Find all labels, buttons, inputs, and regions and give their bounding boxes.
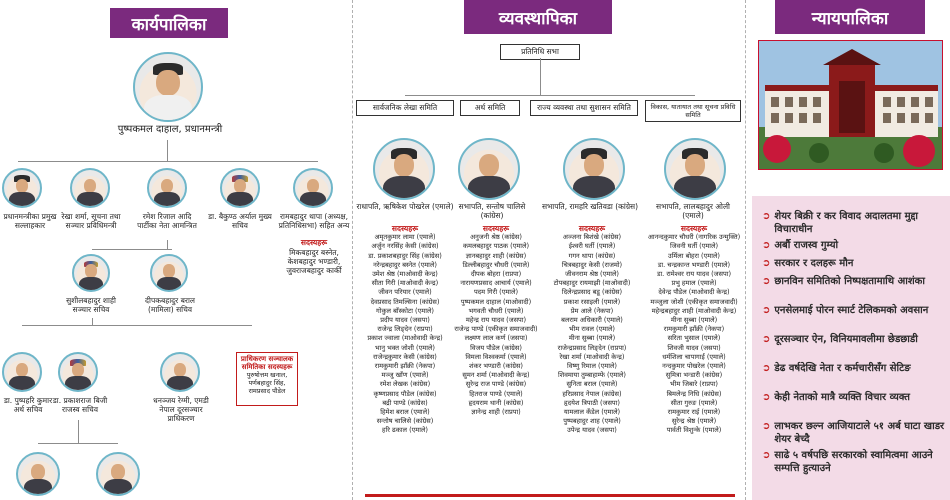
member-name: मीना सुब्बा (एमाले): [670, 316, 718, 325]
member-name: प्रकाश ज्वाला (माओवादी केन्द्र): [367, 334, 443, 343]
member-name: प्रदीप यादव (जसपा): [380, 316, 430, 325]
official-portrait: [150, 254, 188, 292]
member-name: बद्री पाण्डे (कांग्रेस): [382, 398, 428, 407]
member-name: कृष्णप्रसाद पौडेल (कांग्रेस): [373, 389, 437, 398]
member-name: नारायणप्रसाद आचार्य (एमाले): [460, 279, 532, 288]
official-name: डा. प्रकाशराज बिजी राजस्व सचिव: [52, 396, 108, 414]
member-name: ज्ञानबहादुर शाही (कांग्रेस): [465, 251, 527, 260]
news-text: सरकार र दलहरू मौन: [774, 258, 854, 269]
official-portrait: [72, 254, 110, 292]
news-item: [762, 239, 947, 252]
chair-name: सभापति, रामहरि खतिवडा (कांग्रेस): [541, 202, 639, 211]
committee-state-affairs: राज्य व्यवस्था तथा सुशासन समिति: [530, 100, 638, 116]
connector: [18, 161, 318, 162]
member-name: पदम गिरी (एमाले): [473, 288, 519, 297]
member-name: शिवजी यादव (जसपा): [667, 343, 721, 352]
house-box: प्रतिनिधि सभा: [500, 44, 580, 60]
arrow-bullet-icon: ➲: [762, 450, 771, 461]
connector: [405, 95, 695, 96]
committee-finance: अर्थ समिति: [460, 100, 520, 116]
member-name: लक्ष्मण लाल कर्ण (जसपा): [464, 334, 528, 343]
member-name: हृदयराम थानी (कांग्रेस): [468, 398, 524, 407]
news-item: [762, 257, 947, 270]
member-name: भगवती चौधरी (एमाले): [468, 306, 524, 315]
member-name: भानु भक्त जोशी (एमाले): [375, 343, 435, 352]
member-name: राजेन्द्रकुमार केसी (कांग्रेस): [373, 352, 437, 361]
members-column: [454, 224, 538, 417]
official-portrait: [2, 168, 42, 208]
committee-pac: सार्वजनिक लेखा समिति: [356, 100, 454, 116]
official-name: रामबहादुर थापा (अध्यक्ष, प्रतिनिधिसभा) सहित अन्य: [278, 212, 350, 230]
member-name: बिमलेन्द्र निधि (कांग्रेस): [666, 389, 722, 398]
member-name: प्रेम आले (नेकपा): [570, 306, 614, 315]
section-divider: [745, 0, 746, 500]
news-item: [762, 362, 947, 375]
section-divider: [352, 0, 353, 500]
arrow-bullet-icon: ➲: [762, 334, 771, 345]
member-name: गगन थापा (कांग्रेस): [568, 251, 616, 260]
member-name: रेखा शर्मा (माओवादी केन्द्र): [559, 352, 625, 361]
member-name: नन्दकुमार पोखरेल (एमाले): [662, 362, 726, 371]
official-name: रमेश रिजाल आदि पार्टीका नेता आमन्त्रित: [137, 212, 197, 230]
member-name: हृदयेश त्रिपाठी (जसपा): [564, 398, 620, 407]
members-label: सदस्यहरू: [391, 224, 419, 233]
member-name: ईश्वरी घर्ती (एमाले): [568, 242, 616, 251]
member-name: भीम रावल (एमाले): [569, 325, 615, 334]
member-name: सुमित्रा भन्डारी (कांग्रेस): [665, 371, 723, 380]
member-name: सीता गुरुङ (एमाले): [670, 398, 718, 407]
official-name: दीपकबहादुर बराल (मामिला) सचिव: [145, 296, 195, 314]
member-name: उर्मिला बोहरा (एमाले): [668, 251, 720, 260]
member-name: मञ्जुला जोशी (एकीकृत समाजवादी): [650, 297, 738, 306]
news-item: [762, 275, 947, 288]
member-name: देवेन्द्र पौडेल (माओवादी केन्द्र): [658, 288, 730, 297]
member-name: डा. रामेश्वर राय यादव (जसपा): [656, 270, 732, 279]
member-name: सुरेन्द्र राज पाण्डे (कांग्रेस): [465, 380, 527, 389]
member-name: गोकुल बाँस्कोटा (एमाले): [376, 306, 434, 315]
member-name: शिवमाया तुम्बाहाम्फे (एमाले): [558, 371, 626, 380]
committee-development: विकास, यातायात तथा सूचना प्रविधि समिति: [645, 100, 741, 122]
supreme-court-image: [758, 40, 943, 170]
connector: [22, 325, 252, 326]
official-portrait: [220, 168, 260, 208]
news-text: दूरसञ्चार ऐन, विनियमावलीमा छेडछाडी: [774, 334, 918, 345]
member-name: रामकुमारी झाँक्री (नेकपा): [663, 325, 725, 334]
member-name: हितराज पाण्डे (एमाले): [469, 389, 523, 398]
member-name: राजेन्द्र लिङ्देन (राप्रपा): [377, 325, 433, 334]
member-name: अनुजनी श्रेष्ठ (कांग्रेस): [470, 233, 522, 242]
official-portrait: [58, 352, 98, 392]
news-panel: [752, 196, 950, 500]
member-name: हरि ढकाल (एमाले): [382, 426, 428, 435]
member-name: दिलेन्द्रप्रसाद बडू (कांग्रेस): [561, 288, 623, 297]
arrow-bullet-icon: ➲: [762, 276, 771, 287]
member-name: प्रभु हमाल (एमाले): [671, 279, 717, 288]
member-name: रामकुमारी झाँक्री (नेकपा): [374, 362, 436, 371]
member-name: रामकुमार राई (एमाले): [667, 408, 721, 417]
member-name: मीना सुब्बा (एमाले): [568, 334, 616, 343]
member-name: विष्णु रिमाल (एमाले): [567, 362, 617, 371]
member-name: राजेन्द्रप्रसाद लिङ्देन (राप्रपा): [557, 343, 627, 352]
chair-name: सभापति, लालबहादुर ओली (एमाले): [656, 202, 730, 220]
news-text: लाभकर छल्न आजियाटाले ५१ अर्ब घाटा खाडर शेयर बेच्दै: [774, 421, 945, 445]
member-name: राजेन्द्र पाण्डे (एकीकृत समाजवादी): [454, 325, 538, 334]
chair-portrait: [458, 138, 520, 200]
arrow-bullet-icon: ➲: [762, 392, 771, 403]
member-name: शंकर भण्डारी (कांग्रेस): [469, 362, 523, 371]
nyayapalika-title: न्यायपालिका: [775, 0, 925, 34]
official-name: सुशीलबहादुर शाही सञ्चार सचिव: [66, 296, 116, 314]
member-name: विमला विश्वकर्मा (एमाले): [465, 352, 527, 361]
member-name: महेन्द्र राय यादव (जसपा): [465, 316, 527, 325]
member-name: कमलबहादुर पाठक (एमाले): [462, 242, 530, 251]
member-name: डिल्लीबहादुर चौधरी (एमाले): [462, 260, 530, 269]
members-list: मिकबहादुर बस्नेत, केशबहादुर भण्डारी, जुवराजबहादुर कार्की: [286, 248, 342, 275]
committee-box-text: पुरुषोत्तम खनाल, पर्णबहादुर सिंह, रामप्रसाद पौडेल: [246, 371, 288, 395]
supreme-court-building: [759, 41, 943, 170]
member-name: दीपक बोहरा (राप्रपा): [470, 270, 522, 279]
official-portrait: [2, 352, 42, 392]
member-name: टोपबहादुर रायमाझी (माओवादी): [553, 279, 631, 288]
connector: [167, 140, 168, 162]
news-text: छानविन समितिको निष्पक्षतामाथि आशंका: [774, 276, 925, 287]
member-name: महेन्द्रबहादुर शाही (माओवादी केन्द्र): [651, 306, 737, 315]
connector: [92, 249, 172, 250]
chair-portrait: [664, 138, 726, 200]
official-portrait: [293, 168, 333, 208]
chair-name: सभापति, सन्तोष चालिसे (कांग्रेस): [458, 202, 526, 220]
news-text: एनसेलमाई पोरन स्मार्ट टेलिकमको अवसान: [774, 305, 929, 316]
official-portrait: [16, 452, 60, 496]
official-portrait: [70, 168, 110, 208]
committee-box-title: प्राधिकरण सञ्चालक समितिका सदस्यहरू: [240, 355, 294, 371]
official-portrait: [96, 452, 140, 496]
member-name: भीम जिबारे (राप्रपा): [669, 380, 718, 389]
member-name: अञ्जना बिशंखे (कांग्रेस): [562, 233, 622, 242]
member-name: रमेश लेखक (कांग्रेस): [379, 380, 431, 389]
member-name: अमृतकुमार लामा (एमाले): [374, 233, 436, 242]
member-name: आनन्दकुमार चौधरी (नागरिक उन्मुक्ति): [647, 233, 741, 242]
member-name: अर्जुन नरसिंह केसी (कांग्रेस): [371, 242, 439, 251]
members-label: सदस्यहरू: [680, 224, 708, 233]
member-name: जीवनराम श्रेष्ठ (एमाले): [565, 270, 619, 279]
chair-portrait: [373, 138, 435, 200]
official-name: डा. बैकुण्ठ अर्याल मुख्य सचिव: [208, 212, 272, 230]
arrow-bullet-icon: ➲: [762, 363, 771, 374]
pm-name: पुष्पकमल दाहाल, प्रधानमन्त्री: [117, 124, 223, 135]
member-name: पुष्पबहादुर शाह (एमाले): [563, 417, 621, 426]
committee-box: [236, 352, 298, 406]
arrow-bullet-icon: ➲: [762, 421, 771, 432]
member-name: चित्रबहादुर केसी (राजमो): [561, 260, 623, 269]
connector: [540, 58, 541, 96]
member-name: सरिता भुसाल (एमाले): [667, 334, 721, 343]
member-name: विजय पौडेल (कांग्रेस): [470, 343, 522, 352]
official-name: रेखा शर्मा, सूचना तथा सञ्चार प्रविधिमन्त्री: [61, 212, 121, 230]
news-text: केही नेताको मात्रै व्यक्ति विचार व्यक्त: [774, 392, 910, 403]
news-text: साढे ५ वर्षपछि सरकारको स्वामित्वमा आउने सम्पत्ति हुत्याउने: [774, 450, 933, 474]
news-text: शेयर बिक्री र कर विवाद अदालतमा मुद्दा विचाराधीन: [774, 211, 919, 235]
member-name: सुनिता बराल (एमाले): [566, 380, 618, 389]
official-portrait: [147, 168, 187, 208]
official-name: प्रधानमन्त्रीका प्रमुख सल्लाहकार: [3, 212, 57, 230]
news-item: [762, 420, 947, 446]
member-name: बलराम अधिकारी (एमाले): [561, 316, 623, 325]
members-column: [645, 224, 743, 436]
member-name: सुमन शर्मा (माओवादी केन्द्र): [462, 371, 530, 380]
bottom-rule: [365, 494, 735, 497]
pm-portrait: [133, 52, 203, 122]
official-portrait: [160, 352, 200, 392]
member-name: प्रकाश रसाइली (एमाले): [563, 297, 621, 306]
connector: [38, 443, 118, 444]
member-name: उपेन्द्र यादव (जसपा): [567, 426, 617, 435]
news-text: अर्बौ राजस्व गुम्यो: [774, 240, 839, 251]
members-label: सदस्यहरू: [578, 224, 606, 233]
member-name: धर्मशिला चापागाईं (एमाले): [662, 352, 726, 361]
members-column: [542, 224, 642, 436]
member-name: उमेश श्रेष्ठ (माओवादी केन्द्र): [372, 270, 438, 279]
members-column: [356, 224, 454, 436]
connector: [78, 420, 79, 444]
byabasthapika-title: व्यवस्थापिका: [464, 0, 612, 34]
news-item: [762, 210, 947, 236]
member-name: हिमेश बराल (एमाले): [380, 408, 430, 417]
member-name: मञ्जु खाँण (एमाले): [381, 371, 429, 380]
members-label: सदस्यहरू: [482, 224, 510, 233]
news-item: [762, 333, 947, 346]
members-label: सदस्यहरू: [300, 238, 328, 247]
member-name: देवप्रसाद तिमल्सिना (कांग्रेस): [370, 297, 440, 306]
official-name: डा. पुष्पहरि कुमार अर्थ सचिव: [3, 396, 53, 414]
member-name: सीता गिरी (माओवादी केन्द्र): [371, 279, 439, 288]
arrow-bullet-icon: ➲: [762, 258, 771, 269]
member-name: पुष्पकमल दाहाल (माओवादी): [460, 297, 532, 306]
news-item: [762, 391, 947, 404]
chair-portrait: [563, 138, 625, 200]
member-name: पार्वती विशुन्के (एमाले): [666, 426, 722, 435]
member-name: डा. प्रकाशबहादुर सिंह (कांग्रेस): [368, 251, 442, 260]
arrow-bullet-icon: ➲: [762, 211, 771, 222]
member-name: यामलाल कँडेल (एमाले): [563, 408, 621, 417]
chair-name: राधापति, ऋषिकेश पोखरेल (एमाले): [356, 202, 454, 211]
news-item: [762, 449, 947, 475]
member-name: सुरेन्द्र श्रेष्ठ (एमाले): [671, 417, 717, 426]
official-name: धनञ्जय रेग्मी, एमडी नेपाल दूरसञ्चार प्राधिकरण: [153, 396, 209, 423]
news-item: [762, 304, 947, 317]
member-name: डा. चन्द्रकान्त भण्डारी (एमाले): [657, 260, 731, 269]
member-name: हरिप्रसाद नेपाल (कांग्रेस): [562, 389, 622, 398]
arrow-bullet-icon: ➲: [762, 240, 771, 251]
member-name: सन्तोष चालिसे (कांग्रेस): [376, 417, 434, 426]
member-name: जिवनी घर्ती (एमाले): [669, 242, 719, 251]
member-name: जीवन परियार (एमाले): [378, 288, 432, 297]
member-name: ज्ञानेन्द्र शाही (राप्रपा): [471, 408, 521, 417]
member-name: नरेन्द्रबहादुर बस्नेत (एमाले): [373, 260, 437, 269]
karyapalika-title: कार्यपालिका: [110, 8, 228, 38]
arrow-bullet-icon: ➲: [762, 305, 771, 316]
news-text: डेढ वर्षदेखि नेता र कर्मचारीसँग सेटिङ: [774, 363, 911, 374]
